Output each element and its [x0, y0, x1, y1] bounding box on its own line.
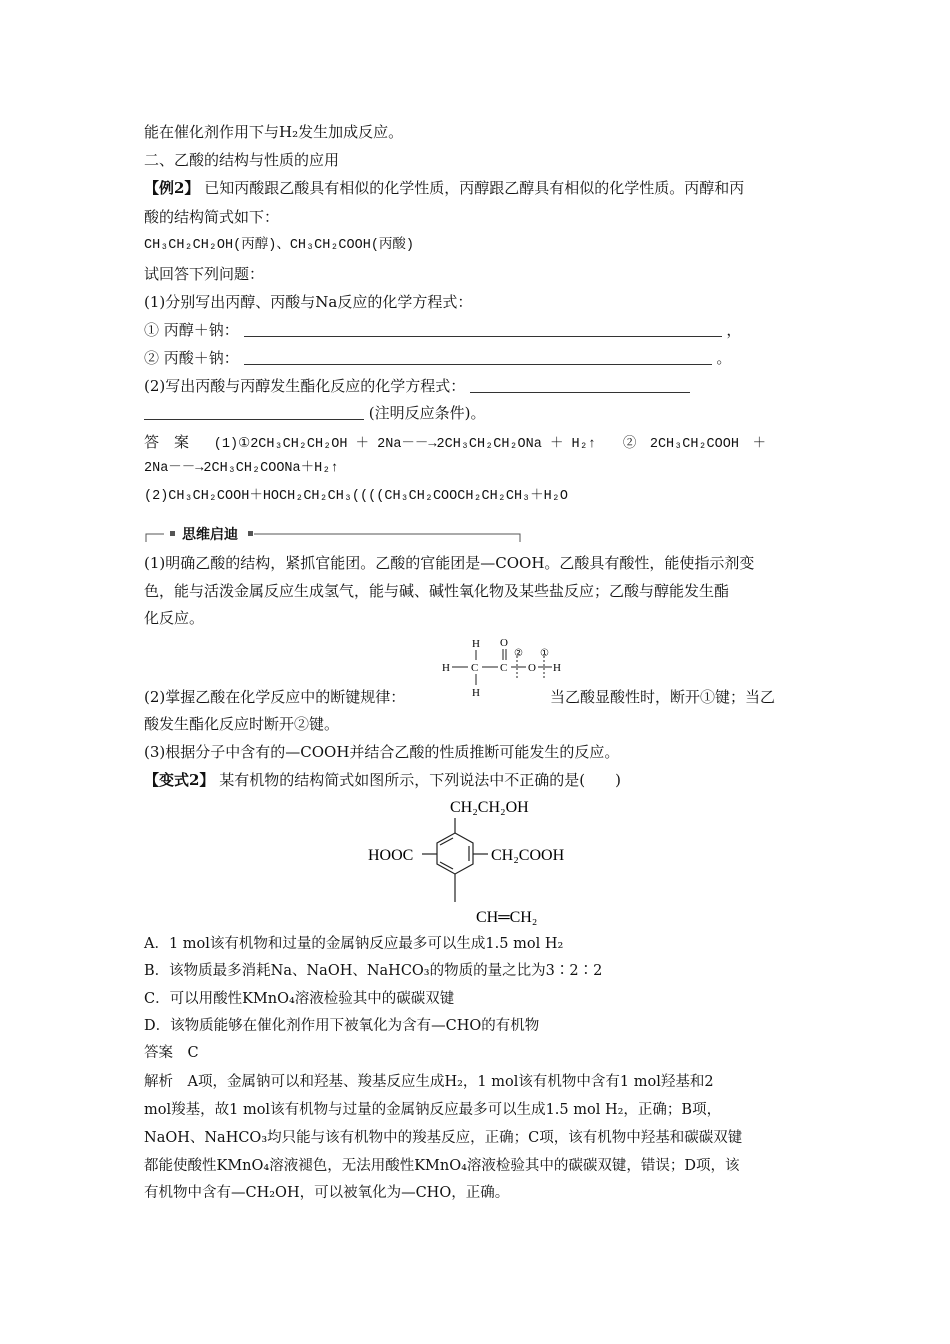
- variant-tag: 【变式2】: [144, 771, 215, 789]
- substituent-top: CH₂CH₂OH: [450, 799, 529, 816]
- answer-line2: 2Na－－→2CH₃CH₂COONa＋H₂↑: [144, 461, 339, 476]
- bond-label-1: ①: [540, 648, 549, 659]
- example-2-formula: CH₃CH₂CH₂OH(丙醇)、CH₃CH₂COOH(丙酸): [144, 238, 415, 253]
- thinking-3: (3)根据分子中含有的—COOH并结合乙酸的性质推断可能发生的反应。: [144, 743, 620, 761]
- answer-text-1: (1)①2CH₃CH₂CH₂OH ＋ 2Na－－→2CH₃CH₂CH₂ONa ＋ H₂↑ ② 2CH₃CH₂COOH ＋: [213, 437, 766, 452]
- answer-blank-2a[interactable]: [470, 378, 690, 393]
- answer-label: 答 案: [144, 433, 190, 451]
- question-1b: [144, 348, 731, 368]
- thinking-1c: 化反应。: [144, 609, 205, 627]
- variant-2-question: [144, 770, 621, 790]
- atom-o-top: O: [500, 637, 508, 649]
- question-1b-end: 。: [716, 349, 732, 367]
- option-c[interactable]: C．可以用酸性KMnO₄溶液检验其中的碳碳双键: [144, 991, 455, 1007]
- option-a[interactable]: A．1 mol该有机物和过量的金属钠反应最多可以生成1.5 mol H₂: [144, 936, 564, 952]
- atom-c1: C: [471, 662, 479, 674]
- atom-h-left: H: [442, 662, 450, 674]
- question-1: (1)分别写出丙醇、丙酸与Na反应的化学方程式：: [144, 293, 473, 311]
- question-1b-label: ② 丙酸＋钠：: [144, 349, 239, 367]
- option-b[interactable]: B．该物质最多消耗Na、NaOH、NaHCO₃的物质的量之比为3∶2∶2: [144, 963, 603, 979]
- example-2-line2: 酸的结构简式如下：: [144, 208, 280, 226]
- thinking-2a: (2)掌握乙酸在化学反应中的断键规律：: [144, 688, 406, 706]
- example-2-line1: [144, 178, 744, 198]
- thinking-callout-header: [144, 526, 524, 542]
- question-2: [144, 376, 690, 396]
- question-1a-end: ，: [726, 321, 742, 339]
- question-1a-label: ① 丙醇＋钠：: [144, 321, 239, 339]
- atom-h-bottom: H: [472, 687, 480, 699]
- question-1a: [144, 320, 741, 340]
- explanation-line1: 解析 A项，金属钠可以和羟基、羧基反应生成H₂，1 mol该有机物中含有1 mol羟基和2: [144, 1074, 714, 1090]
- question-2-end: (注明反应条件)。: [368, 404, 486, 422]
- question-2-cont: [144, 403, 486, 423]
- paragraph-continuation: 能在催化剂作用下与H₂发生加成反应。: [144, 123, 404, 141]
- variant-question-text: 某有机物的结构简式如图所示，下列说法中不正确的是( ): [219, 771, 621, 789]
- explanation-line5: 有机物中含有—CH₂OH，可以被氧化为—CHO，正确。: [144, 1185, 510, 1201]
- thinking-2b: 当乙酸显酸性时，断开①键；当乙: [550, 688, 776, 706]
- substituent-bottom: CH═CH₂: [476, 909, 538, 926]
- variant-answer: 答案 C: [144, 1045, 199, 1061]
- answer-line3: (2)CH₃CH₂COOH＋HOCH₂CH₂CH₃((((CH₃CH₂COOCH₂CH₂CH₃＋H₂O: [144, 489, 568, 504]
- atom-o-right: O: [528, 662, 536, 674]
- explanation-line4: 都能使酸性KMnO₄溶液褪色，无法用酸性KMnO₄溶液检验其中的碳碳双键，错误；D项，该: [144, 1158, 740, 1174]
- answer-line1: [144, 432, 766, 455]
- thinking-1a: (1)明确乙酸的结构，紧抓官能团。乙酸的官能团是—COOH。乙酸具有酸性，能使指示剂变: [144, 554, 755, 572]
- example-2-ask: 试回答下列问题：: [144, 265, 265, 283]
- atom-h-top: H: [472, 638, 480, 650]
- organic-compound-structure: [360, 794, 600, 930]
- answer-blank-1a[interactable]: [244, 322, 722, 337]
- answer-blank-1b[interactable]: [244, 350, 712, 365]
- benzene-ring: [422, 818, 488, 902]
- example-2-text: 已知丙酸跟乙酸具有相似的化学性质，丙醇跟乙醇具有相似的化学性质。丙醇和丙: [204, 179, 745, 197]
- question-2-text: (2)写出丙酸与丙醇发生酯化反应的化学方程式：: [144, 377, 466, 395]
- explanation-line3: NaOH、NaHCO₃均只能与该有机物中的羧基反应，正确；C项，该有机物中羟基和碳碳双键: [144, 1130, 743, 1146]
- option-d[interactable]: D．该物质能够在催化剂作用下被氧化为含有—CHO的有机物: [144, 1018, 540, 1034]
- explanation-line2: mol羧基，故1 mol该有机物与过量的金属钠反应最多可以生成1.5 mol H₂，正确；B项，: [144, 1102, 722, 1118]
- thinking-2c: 酸发生酯化反应时断开②键。: [144, 715, 340, 733]
- substituent-left: HOOC: [368, 847, 414, 864]
- thinking-title: 思维启迪: [178, 524, 242, 544]
- answer-blank-2b[interactable]: [144, 405, 364, 420]
- atom-h-right: H: [553, 662, 561, 674]
- substituent-right: CH₂COOH: [491, 847, 565, 864]
- acetic-acid-structure: [442, 634, 562, 704]
- section-heading: 二、乙酸的结构与性质的应用: [144, 151, 340, 169]
- bond-label-2: ②: [514, 648, 523, 659]
- example-tag: 【例2】: [144, 179, 200, 197]
- thinking-1b: 色，能与活泼金属反应生成氢气，能与碱、碱性氧化物及某些盐反应；乙酸与醇能发生酯: [144, 582, 730, 600]
- atom-c2: C: [500, 662, 508, 674]
